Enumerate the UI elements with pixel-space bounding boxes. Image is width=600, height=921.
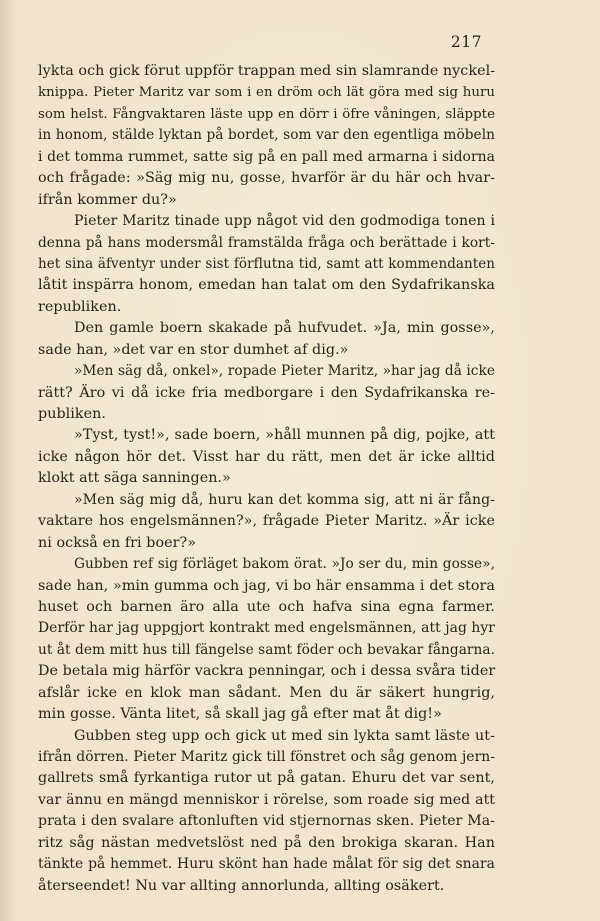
body-text [38,61,495,897]
text-line: prata i den svalare aftonluften vid stjernornas sken. Pieter Ma- [38,813,495,830]
paragraph [38,554,495,726]
text-line: i det tomma rummet, satte sig på en pall med armarna i sidorna [38,148,495,165]
text-line: »Men säg mig då, huru kan det komma sig, att ni är fång- [74,491,495,508]
text-line: tänkte på hemmet. Huru skönt han hade målat för sig det snara [38,856,495,873]
text-line: sade han, »det var en stor dumhet af dig.» [38,341,349,358]
text-line: gallrets små fyrkantiga rutor ut på gatan. Ehuru det var sent, [38,770,495,787]
text-line: Derför har jag uppgjort kontrakt med engelsmännen, att jag hyr [38,620,495,637]
text-line: Den gamle boern skakade på hufvudet. »Ja, min gosse», [74,320,495,337]
text-line: sade han, »min gumma och jag, vi bo här ensamma i det stora [38,577,495,594]
paragraph [38,726,495,898]
page-number: 217 [450,33,482,51]
text-line: ni också en fri boer?» [38,534,197,551]
text-line: låtit inspärra honom, emedan han talat om den Sydafrikanska [38,277,495,294]
paragraph [38,61,495,211]
text-line: ifrån kommer du?» [38,191,177,208]
text-line: publiken. [38,406,106,422]
paragraph [38,318,495,361]
text-line: republiken. [38,298,122,315]
paragraph [38,490,495,554]
text-line: ut åt dem mitt hus till fängelse samt föder och bevakar fångarna. [38,641,495,658]
paragraph [38,211,495,318]
text-line: var ännu en mängd menniskor i rörelse, som roade sig med att [38,791,495,808]
text-line: rätt? Äro vi då icke fria medborgare i den Sydafrikanska re- [38,384,495,401]
paragraph [38,361,495,425]
text-line: och frågade: »Säg mig nu, gosse, hvarför är du här och hvar- [38,170,495,187]
text-line: ifrån dörren. Pieter Maritz gick till fönstret och såg genom jern- [38,749,495,765]
text-line: icke någon hör det. Visst har du rätt, men det är icke alltid [38,448,495,465]
page-fold-shadow [0,0,18,921]
paragraph [38,425,495,489]
text-line: knippa. Pieter Maritz var som i en dröm och lät göra med sig huru [38,85,495,101]
text-line: denna på hans modersmål framstälda fråga och berättade i kort- [38,234,495,251]
text-line: ritz såg nästan medvetslöst ned på den brokiga skaran. Han [38,834,495,851]
text-line: som helst. Fångvaktaren läste upp en dörr i öfre våningen, släppte [38,106,495,122]
text-line: »Tyst, tyst!», sade boern, »håll munnen på dig, pojke, att [74,427,495,444]
text-line: min gosse. Vänta litet, så skall jag gå efter mat åt dig!» [38,706,442,723]
text-line: lykta och gick förut uppför trappan med sin slamrande nyckel- [38,63,496,79]
text-line: De betala mig härför vackra penningar, och i dessa svåra tider [38,663,496,680]
text-line: Gubben ref sig förläget bakom örat. »Jo ser du, min gosse», [74,556,495,573]
text-line: klokt att säga sanningen.» [38,470,231,487]
text-line: återseendet! Nu var allting annorlunda, allting osäkert. [38,877,445,894]
text-line: Pieter Maritz tinade upp något vid den godmodiga tonen i [74,213,495,230]
text-line: huset och barnen äro alla ute och hafva sina egna farmer. [38,598,495,615]
text-line: »Men säg då, onkel», ropade Pieter Maritz, »har jag då icke [74,363,495,380]
text-line: Gubben steg upp och gick ut med sin lykta samt läste ut- [74,727,495,744]
text-line: het sina äfventyr under sist förflutna tid, samt att kommendanten [38,255,495,272]
text-line: in honom, stälde lyktan på bordet, som var den egentliga möbeln [38,127,495,144]
text-line: vaktare hos engelsmännen?», frågade Pieter Maritz. »Är icke [38,513,495,530]
text-line: afslår icke en klok man sådant. Men du är säkert hungrig, [38,684,495,701]
